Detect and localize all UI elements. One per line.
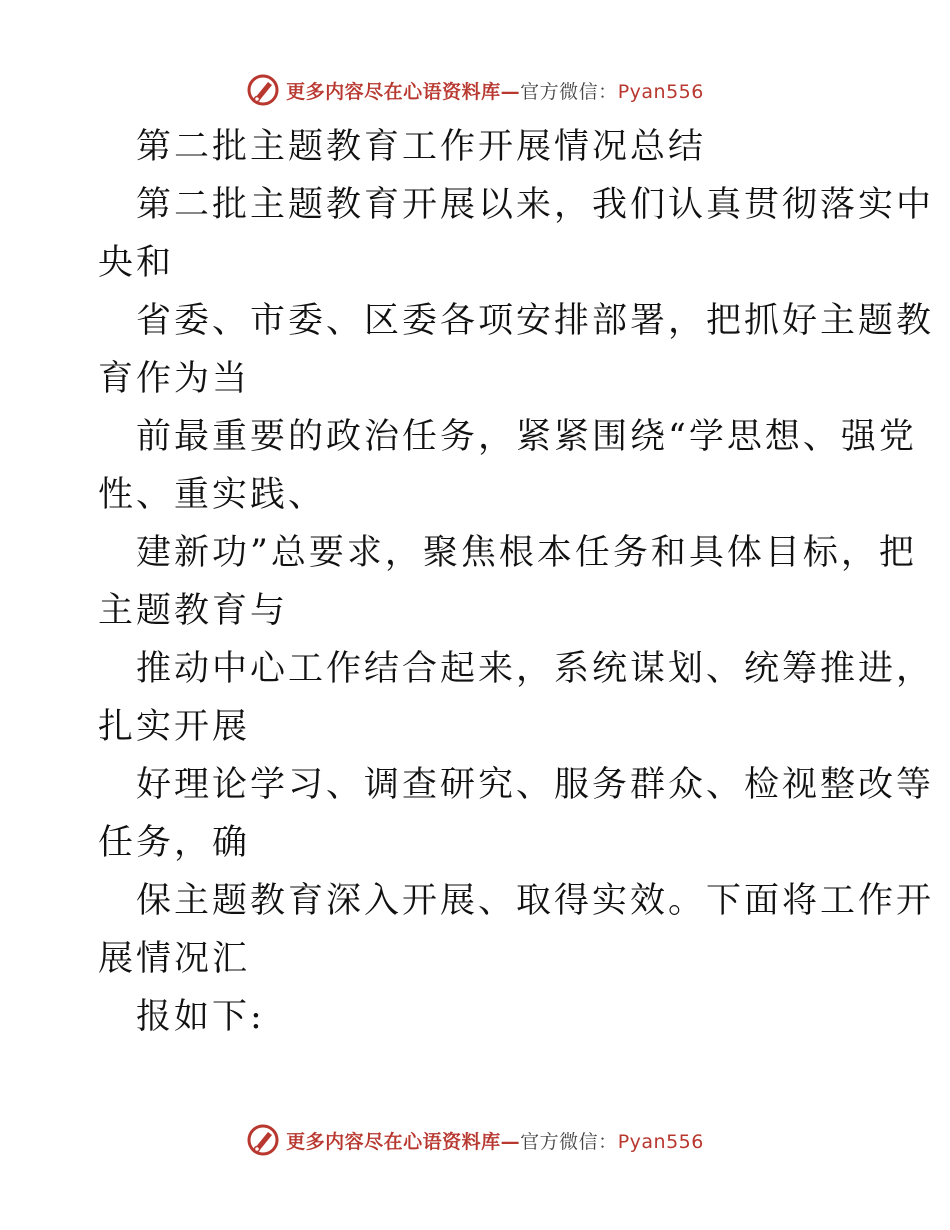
paragraph-line: 育作为当 (98, 359, 251, 399)
watermark-wechat-id: Pyan556 (617, 80, 704, 103)
watermark-wechat-label: 官方微信： (520, 1130, 618, 1153)
watermark-wechat-id: Pyan556 (617, 1130, 704, 1153)
paragraph-line: 扎实开展 (98, 707, 251, 747)
paragraph-line: 主题教育与 (98, 591, 289, 631)
watermark-wechat-label: 官方微信： (520, 80, 618, 103)
watermark-main-text: 更多内容尽在心语资料库 (286, 80, 501, 103)
quill-seal-icon (246, 73, 280, 107)
watermark-dash: — (500, 1130, 521, 1153)
document-body (98, 118, 935, 1046)
paragraph-line: 建新功”总要求，聚焦根本任务和具体目标，把 (136, 533, 917, 573)
paragraph-line: 好理论学习、调查研究、服务群众、检视整改等 (136, 765, 935, 805)
quill-seal-icon (246, 1123, 280, 1157)
paragraph-line: 性、重实践、 (98, 475, 327, 515)
paragraph-line: 前最重要的政治任务，紧紧围绕“学思想、强党 (136, 417, 917, 457)
paragraph-line: 报如下: (136, 997, 265, 1037)
watermark-text (286, 77, 704, 104)
watermark-text (286, 1127, 704, 1154)
paragraph-line: 推动中心工作结合起来，系统谋划、统筹推进， (136, 649, 935, 689)
paragraph-line: 第二批主题教育开展以来，我们认真贯彻落实中 (136, 185, 935, 225)
paragraph-line: 任务，确 (98, 823, 251, 863)
paragraph-line: 保主题教育深入开展、取得实效。下面将工作开 (136, 881, 935, 921)
paragraph-line: 省委、市委、区委各项安排部署，把抓好主题教 (136, 301, 935, 341)
watermark-dash: — (500, 80, 521, 103)
header-watermark (0, 70, 950, 110)
paragraph-line: 央和 (98, 243, 175, 283)
paragraph-line: 展情况汇 (98, 939, 251, 979)
document-title: 第二批主题教育工作开展情况总结 (136, 127, 707, 167)
watermark-main-text: 更多内容尽在心语资料库 (286, 1130, 501, 1153)
footer-watermark (0, 1120, 950, 1160)
